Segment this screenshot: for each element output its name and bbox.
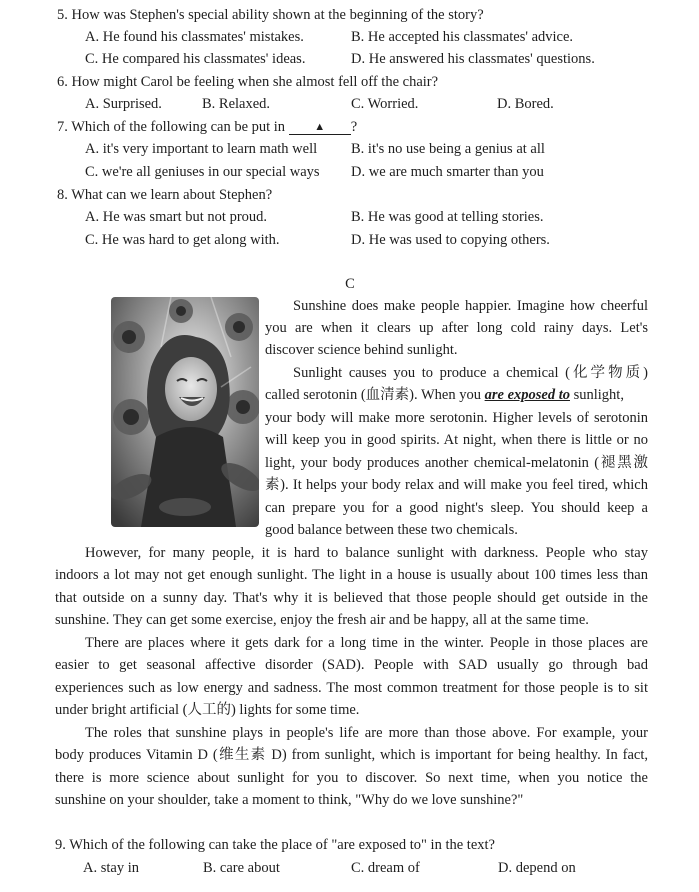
girl-in-sunflowers-photo [111,297,259,527]
passage-p2-line-5: light, your body produces another chemical-melatonin (褪黑激 [265,455,648,471]
question-6-option-d: D. Bored. [497,96,554,112]
passage-p2-line-4: will keep you in good spirits. At night, when there is little or no [265,432,648,448]
question-7-option-d: D. we are much smarter than you [351,164,544,180]
passage-p2-line-1: Sunlight causes you to produce a chemical (化学物质) [293,365,648,381]
passage-p5-line-3: there is more science about sunlight for you to discover. So next time, when you notice the [55,770,648,786]
passage-p5-line-1: The roles that sunshine plays in people's life are more than those above. For example, your [85,725,648,741]
question-7-option-a: A. it's very important to learn math well [85,141,318,157]
question-5-option-a: A. He found his classmates' mistakes. [85,29,304,45]
question-7-option-c: C. we're all geniuses in our special ways [85,164,320,180]
question-7-option-b: B. it's no use being a genius at all [351,141,545,157]
passage-p5-line-4: sunshine on your shoulder, take a moment to think, "Why do we love sunshine?" [55,792,524,808]
question-5-option-b: B. He accepted his classmates' advice. [351,29,574,45]
question-8-option-a: A. He was smart but not proud. [85,209,268,225]
passage-p2-line-3: your body will make more serotonin. Higher levels of serotonin [265,410,648,426]
question-7-stem-text: 7. Which of the following can be put in [57,119,286,135]
passage-p4-line-1: There are places where it gets dark for a long time in the winter. People in those places are [85,635,648,651]
passage-p3-line-3: that outside on a sunny day. That's why it is believed that those people should get outside in the [55,590,648,606]
question-9-option-b: B. care about [203,860,280,876]
question-5-stem: 5. How was Stephen's special ability shown at the beginning of the story? [57,7,484,23]
passage-p5-line-2: body produces Vitamin D (维生素 D) from sunlight, which is important for being healthy. In fact, [55,747,648,763]
passage-p3-line-2: indoors a lot may not get enough sunlight. The light in a house is usually about 100 times less than [55,567,648,583]
question-9-option-d: D. depend on [498,860,576,876]
question-7-stem [57,116,357,138]
passage-p2-line-8: good balance between these two chemicals. [265,522,518,538]
question-8-option-d: D. He was used to copying others. [351,232,550,248]
question-9-stem: 9. Which of the following can take the place of "are exposed to" in the text? [55,837,495,853]
answer-blank [289,120,351,135]
question-6-option-c: C. Worried. [351,96,419,112]
question-9-option-a: A. stay in [83,860,139,876]
question-9-option-c: C. dream of [351,860,420,876]
question-8-stem: 8. What can we learn about Stephen? [57,187,273,203]
passage-p3-line-4: sunshine. They can get some exercise, enjoy the fresh air and be happy, all at the same time. [55,612,589,628]
section-label: C [345,276,355,292]
emphasized-phrase: are exposed to [484,387,570,403]
passage-p2-line-7: can prepare you for a good night's sleep. You should keep a [265,500,648,516]
passage-p3-line-1: However, for many people, it is hard to balance sunlight with darkness. People who stay [85,545,648,561]
passage-p2-line-2 [265,384,648,406]
passage-p1-line-3: discover science behind sunlight. [265,342,458,358]
passage-p4-line-3: experiences such as low energy and sadness. The most common treatment for those people is to sit [55,680,648,696]
passage-p2-line-2-after: sunlight, [573,387,624,403]
triangle-marker-icon: ▲ [314,121,326,133]
passage-p1-line-1: Sunshine does make people happier. Imagine how cheerful [293,298,648,314]
passage-p2-line-6: 素). It helps your body relax and will make you feel tired, which [265,477,648,493]
passage-p2-line-2-before: called serotonin (血清素). When you [265,387,481,403]
passage-p1-line-2: you are when it clears up after long cold rainy days. Let's [265,320,648,336]
question-6-option-a: A. Surprised. [85,96,162,112]
question-8-option-c: C. He was hard to get along with. [85,232,280,248]
question-8-option-b: B. He was good at telling stories. [351,209,544,225]
passage-p4-line-2: easier to get seasonal affective disorder (SAD). People with SAD usually go through bad [55,657,648,673]
passage-p4-line-4: under bright artificial (人工的) lights for some time. [55,702,360,718]
question-5-option-d: D. He answered his classmates' questions. [351,51,595,67]
question-5-option-c: C. He compared his classmates' ideas. [85,51,306,67]
question-6-option-b: B. Relaxed. [202,96,271,112]
question-7-stem-end: ? [350,119,358,135]
question-6-stem: 6. How might Carol be feeling when she almost fell off the chair? [57,74,439,90]
